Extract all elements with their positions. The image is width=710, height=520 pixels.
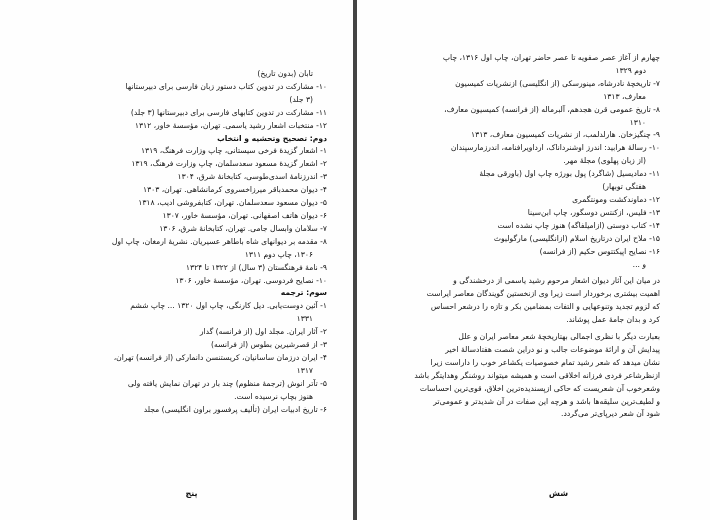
text-line: ۱۳۳۱ [296, 314, 313, 324]
left-page-number: پنج [185, 489, 198, 498]
text-line: و لطیف‌ترین سلیقه‌ها باشد و هرچه این صفات در آن شدیدتر و عمومی‌تر [433, 396, 660, 406]
text-line: ۱۰- نصایح فردوسی. تهران، مؤسسهٔ خاور، ۱۳۰۶ [175, 275, 327, 285]
text-line: ۷- تاریخچهٔ نادرشاه، مینورسکی (از انگلیسی) ازنشریات کمیسیون [455, 78, 660, 88]
text-line: ۹- نامهٔ فرهنگستان (۳ سال) از ۱۳۲۲ تا ۱۳۲۴ [185, 262, 327, 272]
text-line: وشعرخوب آن شعریست که حاکی ازپسندیده‌ترین اخلاق، قوی‌ترین احساسات [419, 383, 660, 393]
text-line: کرد و بدان جامهٔ عمل پوشاند. [566, 315, 660, 325]
text-line: ۱۳۱۰ [629, 117, 646, 127]
text-line: نشان میدهد که شعر رشید تمام خصوصیات یکشاعر خوب را داراست زیرا [430, 357, 660, 367]
section-heading: سوم: ترجمه [280, 288, 327, 298]
left-page [0, 0, 353, 520]
text-line: ۱۱- دمادیسیل (شاگرد) پول بورژه چاپ اول (باورقی مجلهٔ [479, 169, 660, 179]
text-line: ۳- اندرزنامهٔ اسدی‌طوسی، کتابخانهٔ شرق، ۱۳۰۴ [177, 172, 327, 182]
text-line: ۴- ایران درزمان ساسانیان، کریستنسن دانمارکی (از فرانسه) تهران، [113, 352, 327, 362]
text-line: اهمیت بیشتری برخوردار است زیرا وی ازنخستین گویندگان معاصر ایراست [426, 289, 660, 299]
text-line: پیدایش آن و ارائهٔ موضوعات جالب و نو دراین شصت هفتادسالهٔ اخیر [445, 344, 660, 354]
text-line: ۱۰- مشارکت در تدوین کتاب دستور زبان فارسی برای دبیرستانها [125, 81, 327, 91]
text-line: (۳ جلد) [289, 94, 313, 104]
text-line: ۱- اشعار گزیدهٔ فرخی سیستانی، چاپ وزارت فرهنگ، ۱۳۱۹ [140, 146, 327, 156]
text-line: شود آن شعر دیرپای‌تر می‌گردد. [561, 409, 660, 419]
text-line: ۱۳- فلیس، ازکنتس دوسگور، چاپ ابن‌سینا [527, 207, 660, 217]
text-line: ۶- دیوان هاتف اصفهانی. تهران، مؤسسهٔ خاور، ۱۳۰۷ [162, 210, 327, 220]
text-line: ۲- اشعار گزیدهٔ مسعود سعدسلمان، چاپ وزارت فرهنگ، ۱۳۱۹ [131, 159, 327, 169]
right-page [357, 0, 710, 520]
text-line: ازنظرشاعر فردی فرزانه اخلاقی است و همیشه میتواند روشنگر وهدایتگر باشد [414, 370, 660, 380]
text-line: ۱۳۰۶، چاپ دوم ۱۳۱۱ [244, 249, 313, 259]
text-line: دوم ۱۳۲۹ [615, 65, 646, 75]
text-line: ۸- مقدمه بر دیوانهای شاه باطاهر عسیریان. نشریهٔ ارمغان، چاپ اول [111, 236, 327, 246]
text-line: ۱- آئین دوست‌یابی. دیل کارنگی، چاپ اول ۱۳۲۰ ... چاپ ششم [130, 301, 327, 311]
text-line: ۱۲- دماوندکشت ومونتگمری [572, 194, 660, 204]
text-line: ۱۳۱۷ [296, 365, 313, 375]
text-line: ۱۰- رسالهٔ هرابید: اندرز اوشنرداناک، ارداویرافنامه، اندرزمارسپندان [450, 143, 660, 153]
text-line: ۶- تاریخ ادبیات ایران (تألیف پرفسور براون انگلیسی) مجلد [143, 404, 327, 414]
section-heading: دوم: تصحیح وتحشیه و انتخاب [217, 133, 327, 143]
text-line: ۴- دیوان محمدباقر میرزاخسروی کرمانشاهی. تهران، ۱۳۰۳ [142, 185, 327, 195]
right-page-text [391, 52, 660, 421]
text-line: (از زبان پهلوی) مجلهٔ مهر. [563, 156, 646, 166]
text-line: ۵- دیوان مسعود سعدسلمان. تهران، کتابفروشی ادیب، ۱۳۱۸ [138, 198, 327, 208]
text-line: تابان (بدون تاریخ) [257, 69, 313, 78]
text-line: ۹- چنگیزخان. هارلدلمب، از نشریات کمیسیون معارف، ۱۳۱۳ [471, 130, 660, 140]
text-line: ۱۴- کتاب دوستی (ازامیلفاگه) هنوز چاپ نشده است [497, 220, 660, 230]
text-line: ۱۱- مشارکت در تدوین کتابهای فارسی برای دبیرستانها (۳ جلد) [130, 107, 327, 117]
text-line: هفتگی توبهار) [602, 182, 646, 192]
text-line: هنوز بچاپ نرسیده است. [234, 391, 313, 401]
text-line: ۱۶- نصایح اپیکتتوس حکیم (از فرانسه) [539, 246, 660, 256]
text-line: و ... [632, 259, 646, 269]
text-line: در میان این آثار دیوان اشعار مرحوم رشید یاسمی از درخشندگی و [453, 276, 660, 286]
text-line: ۲- آثار ایران. مجلد اول (از فرانسه) گدار [199, 327, 327, 337]
text-line: ۱۵- ملاح ایران درتاریخ اسلام (ازانگلیسی) مارگولیوث [493, 233, 660, 243]
left-page-text [56, 68, 327, 416]
text-line: ۳- از قصرشیرین بطوس (از فرانسه) [211, 340, 327, 350]
text-line: ۱۲- منتخبات اشعار رشید یاسمی. تهران، مؤسسهٔ خاور، ۱۳۱۲ [134, 120, 327, 130]
text-line: بعبارت دیگر با نظری اجمالی بهتاریخچهٔ شعر معاصر ایران و علل [458, 332, 660, 342]
text-line: ۷- سلامان وابسال جامی. تهران، کتابخانهٔ شرق، ۱۳۰۶ [159, 223, 327, 233]
text-line: ۵- تآتر انوش (ترجمهٔ منظوم) چند بار در تهران نمایش یافته ولی [127, 378, 327, 388]
text-line: ۸- تاریخ عمومی قرن هجدهم، آلبرماله (از فرانسه) کمیسیون معارف، [444, 104, 660, 114]
text-line: چهارم از آغاز عصر صفویه تا عصر حاضر تهران، چاپ اول ۱۳۱۶، چاپ [442, 53, 660, 62]
text-line: که لزوم تجدید وتنوعهایی و التفات بمضامین بکر و تازه را درشعر احساس [430, 302, 660, 312]
text-line: معارف، ۱۳۱۳ [603, 91, 646, 101]
right-page-number: شش [548, 489, 569, 498]
